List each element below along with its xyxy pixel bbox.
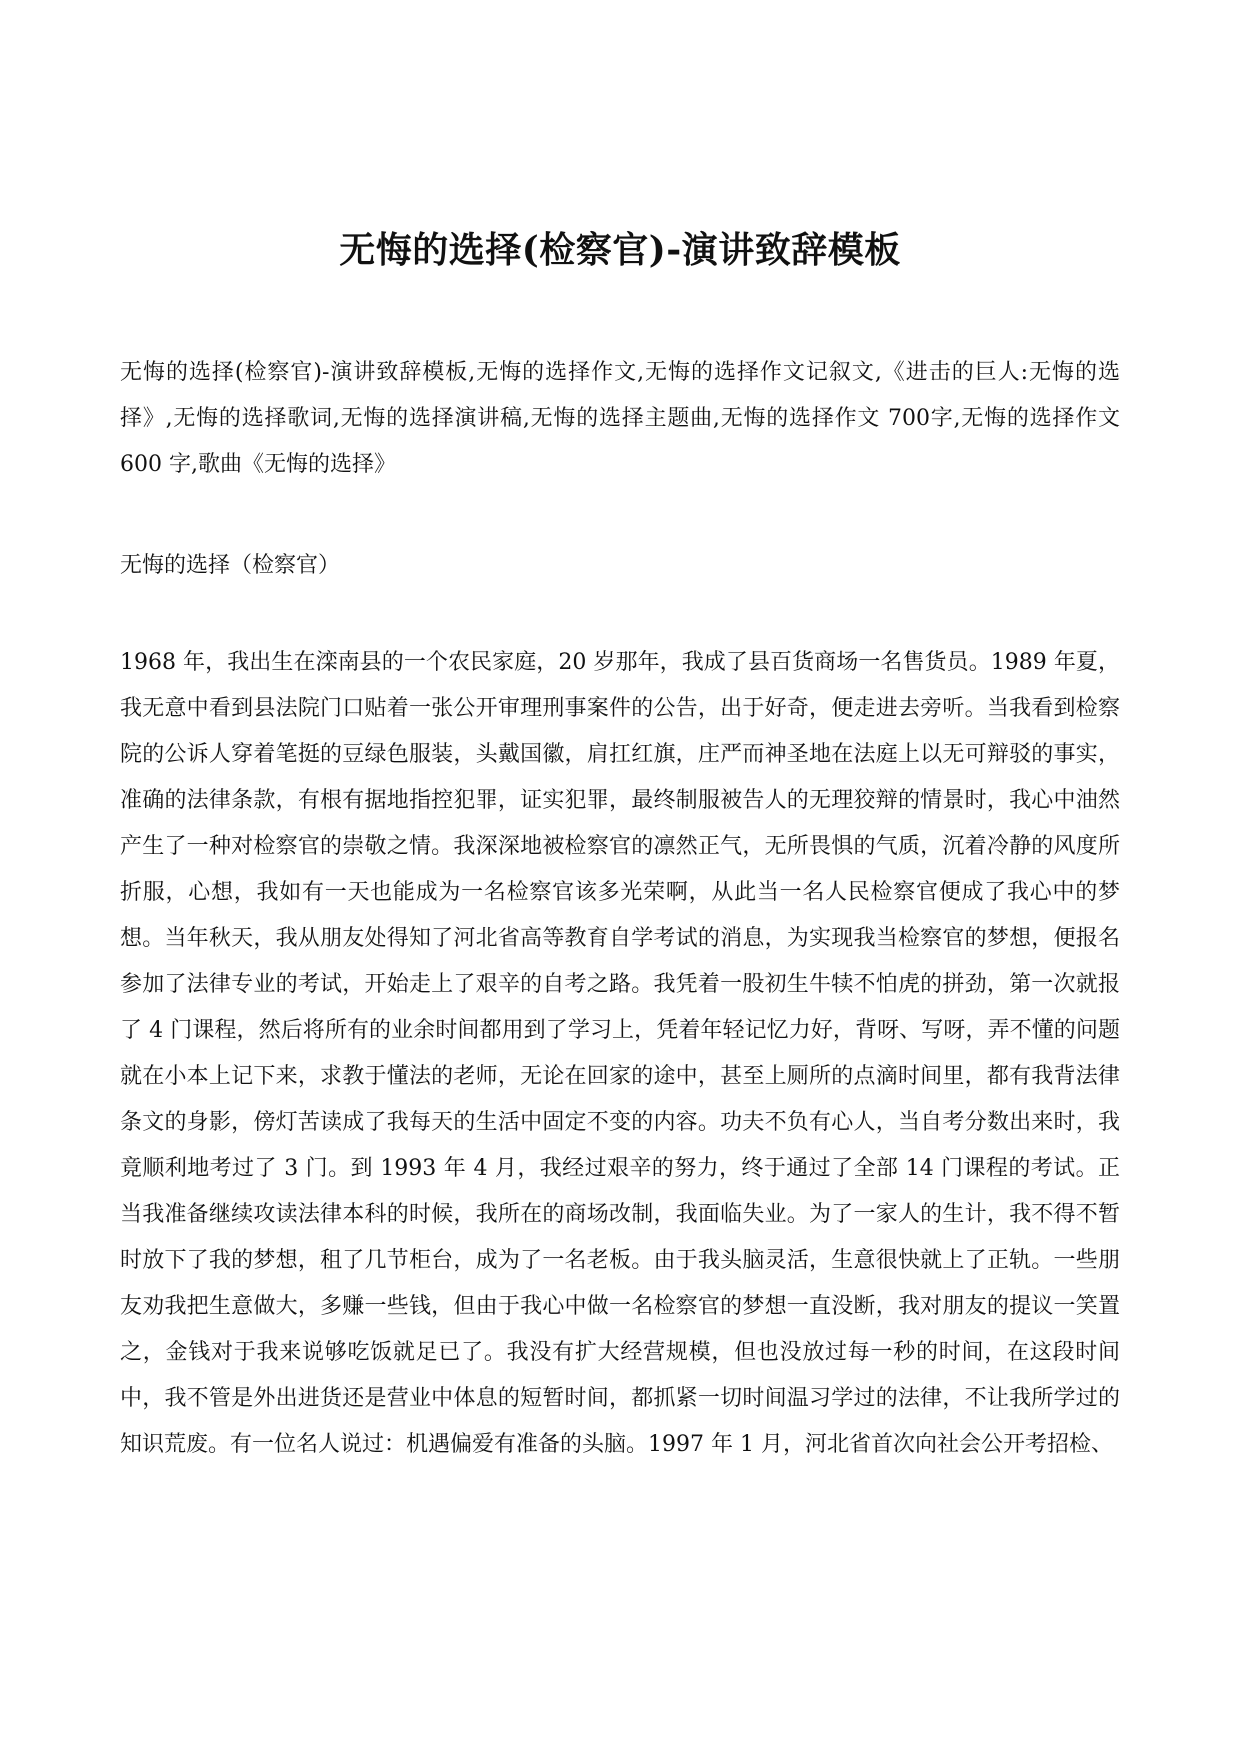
summary-paragraph: 无悔的选择(检察官)-演讲致辞模板,无悔的选择作文,无悔的选择作文记叙文,《进击的巨人:无悔的选择》,无悔的选择歌词,无悔的选择演讲稿,无悔的选择主题曲,无悔的选择作文 700字,无悔的选择作文 600 字,歌曲《无悔的选择》: [120, 360, 1120, 477]
document-title: 无悔的选择(检察官)-演讲致辞模板: [339, 229, 901, 271]
body-paragraph: 1968 年，我出生在滦南县的一个农民家庭，20 岁那年，我成了县百货商场一名售货员。1989 年夏，我无意中看到县法院门口贴着一张公开审理刑事案件的公告，出于好奇，便走进去旁听。当我看到检察院的公诉人穿着笔挺的豆绿色服装，头戴国徽，肩扛红旗，庄严而神圣地在法庭上以无可辩驳的事实，准确的法律条款，有根有据地指控犯罪，证实犯罪，最终制服被告人的无理狡辩的情景时，我心中油然产生了一种对检察官的崇敬之情。我深深地被检察官的凛然正气，无所畏惧的气质，沉着冷静的风度所折服，心想，我如有一天也能成为一名检察官该多光荣啊，从此当一名人民检察官便成了我心中的梦想。当年秋天，我从朋友处得知了河北省高等教育自学考试的消息，为实现我当检察官的梦想，便报名参加了法律专业的考试，开始走上了艰辛的自考之路。我凭着一股初生牛犊不怕虎的拼劲，第一次就报了 4 门课程，然后将所有的业余时间都用到了学习上，凭着年轻记忆力好，背呀、写呀，弄不懂的问题就在小本上记下来，求教于懂法的老师，无论在回家的途中，甚至上厕所的点滴时间里，都有我背法律条文的身影，傍灯苦读成了我每天的生活中固定不变的内容。功夫不负有心人，当自考分数出来时，我竟顺利地考过了 3 门。到 1993 年 4 月，我经过艰辛的努力，终于通过了全部 14 门课程的考试。正当我准备继续攻读法律本科的时候，我所在的商场改制，我面临失业。为了一家人的生计，我不得不暂时放下了我的梦想，租了几节柜台，成为了一名老板。由于我头脑灵活，生意很快就上了正轨。一些朋友劝我把生意做大，多赚一些钱，但由于我心中做一名检察官的梦想一直没断，我对朋友的提议一笑置之，金钱对于我来说够吃饭就足已了。我没有扩大经营规模，但也没放过每一秒的时间，在这段时间中，我不管是外出进货还是营业中体息的短暂时间，都抓紧一切时间温习学过的法律，不让我所学过的知识荒废。有一位名人说过：机遇偏爱有准备的头脑。1997 年 1 月，河北省首次向社会公开考招检、: [120, 650, 1120, 1457]
section-subtitle: 无悔的选择（检察官）: [120, 553, 341, 578]
